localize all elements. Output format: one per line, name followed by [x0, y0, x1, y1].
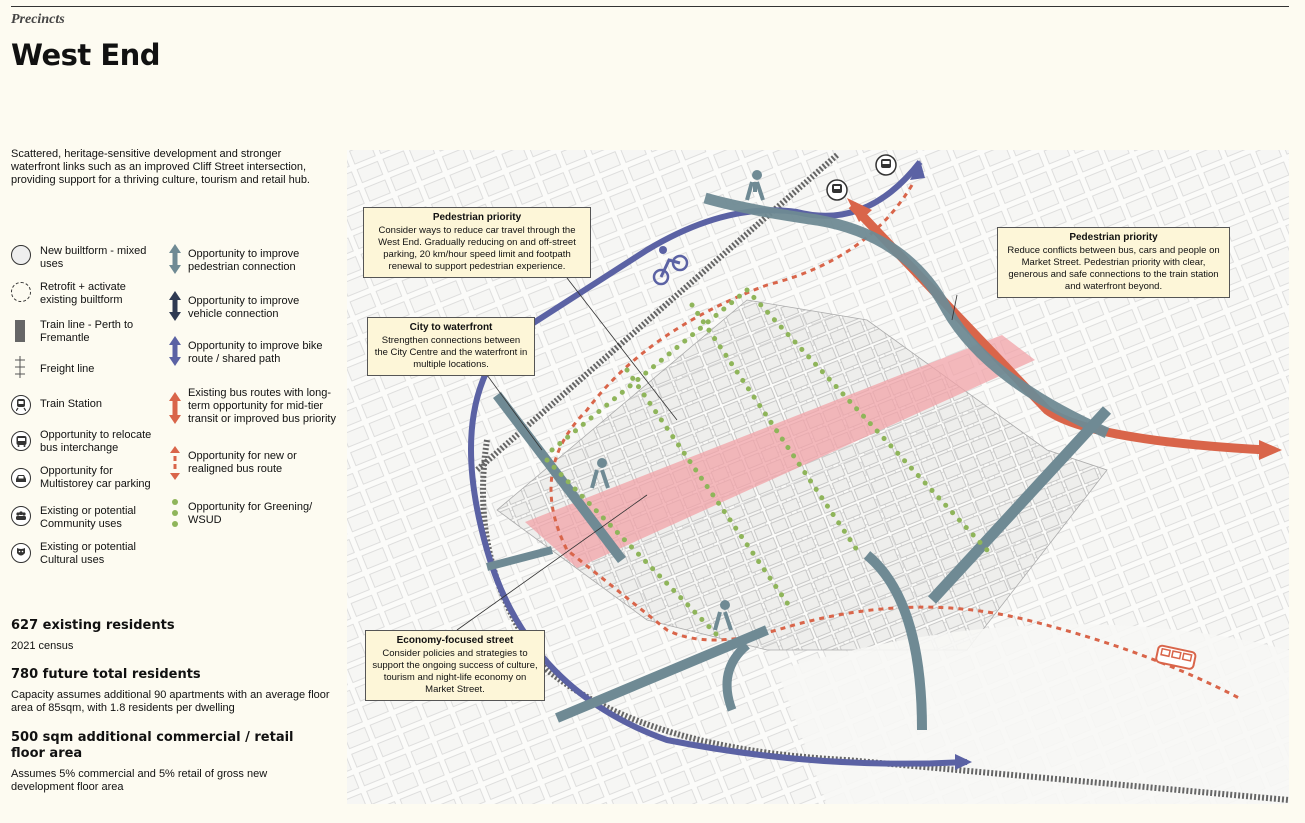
callout-text: Consider policies and strategies to support the ongoing success of culture, tourism and night-life economy on Market Street. [372, 648, 538, 695]
callout-pedestrian-priority-market [997, 227, 1230, 298]
legend-item-label: Opportunity for new or realigned bus route [188, 450, 297, 475]
callout-title: Pedestrian priority [1069, 232, 1158, 243]
stat-future-residents: 780 future total residents [11, 667, 201, 682]
legend-item-label: Opportunity to improve pedestrian connection [188, 248, 300, 273]
section-label: Precincts [11, 12, 65, 27]
stat-detail: Capacity assumes additional 90 apartments with an average floor area of 85sqm, with 1.8 residents per dwelling [11, 689, 330, 714]
legend-item-label: Opportunity for Multistorey car parking [40, 465, 151, 490]
circle-filled-icon [11, 245, 31, 265]
page-title: West End [11, 38, 161, 72]
culture-icon [11, 543, 31, 563]
legend-item-label: Train Station [40, 398, 102, 410]
callout-city-to-waterfront [367, 317, 535, 376]
train-line-icon [15, 320, 25, 342]
new-bus-route-icon [169, 446, 181, 485]
freight-line-icon [13, 356, 27, 383]
legend-item-label: Train line - Perth to Fremantle [40, 319, 134, 344]
community-icon [11, 506, 31, 526]
callout-text: Strengthen connections between the City Centre and the waterfront in multiple locations. [374, 335, 528, 370]
train-station-icon [827, 180, 847, 200]
bus-icon [876, 155, 896, 175]
legend-item-label: Opportunity to relocate bus interchange [40, 429, 152, 454]
stat-detail: Assumes 5% commercial and 5% retail of gross new development floor area [11, 768, 268, 793]
vehicle-arrow-icon [168, 291, 182, 326]
train-station-icon [11, 395, 31, 415]
greening-icon [170, 498, 180, 533]
precinct-map [347, 150, 1289, 804]
car-icon [11, 468, 31, 488]
top-rule [11, 6, 1289, 7]
bus-icon [11, 431, 31, 451]
legend-item-label: Opportunity to improve vehicle connection [188, 295, 300, 320]
callout-title: City to waterfront [409, 322, 493, 333]
legend-item-label: Retrofit + activate existing builtform [40, 281, 126, 306]
intro-text: Scattered, heritage-sensitive development and stronger waterfront links such as an improved Cliff Street intersection, providing support for a thriving culture, tourism and retail hub. [11, 148, 310, 186]
stat-existing-residents: 627 existing residents [11, 618, 175, 633]
bike-arrow-icon [168, 336, 182, 371]
legend-item-label: Existing bus routes with long-term opportunity for mid-tier transit or improved bus priority [188, 387, 336, 425]
legend-item-label: Opportunity to improve bike route / shared path [188, 340, 323, 365]
callout-text: Consider ways to reduce car travel through the West End. Gradually reducing on and off-street parking, 20 km/hour speed limit and footpath renewal to support pedestrian experience. [378, 225, 576, 272]
circle-dashed-icon [11, 282, 31, 302]
legend-item-label: Opportunity for Greening/ WSUD [188, 501, 313, 526]
callout-title: Pedestrian priority [432, 212, 522, 223]
callout-text: Reduce conflicts between bus, cars and people on Market Street. Pedestrian priority with clear, generous and safe connections to the train station and waterfront beyond. [1007, 245, 1220, 292]
legend-item-label: Existing or potential Cultural uses [40, 541, 136, 566]
callout-economy-focused-street [365, 630, 545, 701]
stat-commercial-floor-area: 500 sqm additional commercial / retail floor area [11, 730, 294, 761]
legend-item-label: Freight line [40, 363, 95, 375]
callout-pedestrian-priority [363, 207, 591, 278]
pedestrian-arrow-icon [168, 244, 182, 279]
bus-route-arrow-icon [168, 392, 182, 429]
stat-detail: 2021 census [11, 640, 74, 652]
legend-item-label: New builtform - mixed uses [40, 245, 147, 270]
callout-title: Economy-focused street [396, 635, 514, 646]
legend-item-label: Existing or potential Community uses [40, 505, 136, 530]
